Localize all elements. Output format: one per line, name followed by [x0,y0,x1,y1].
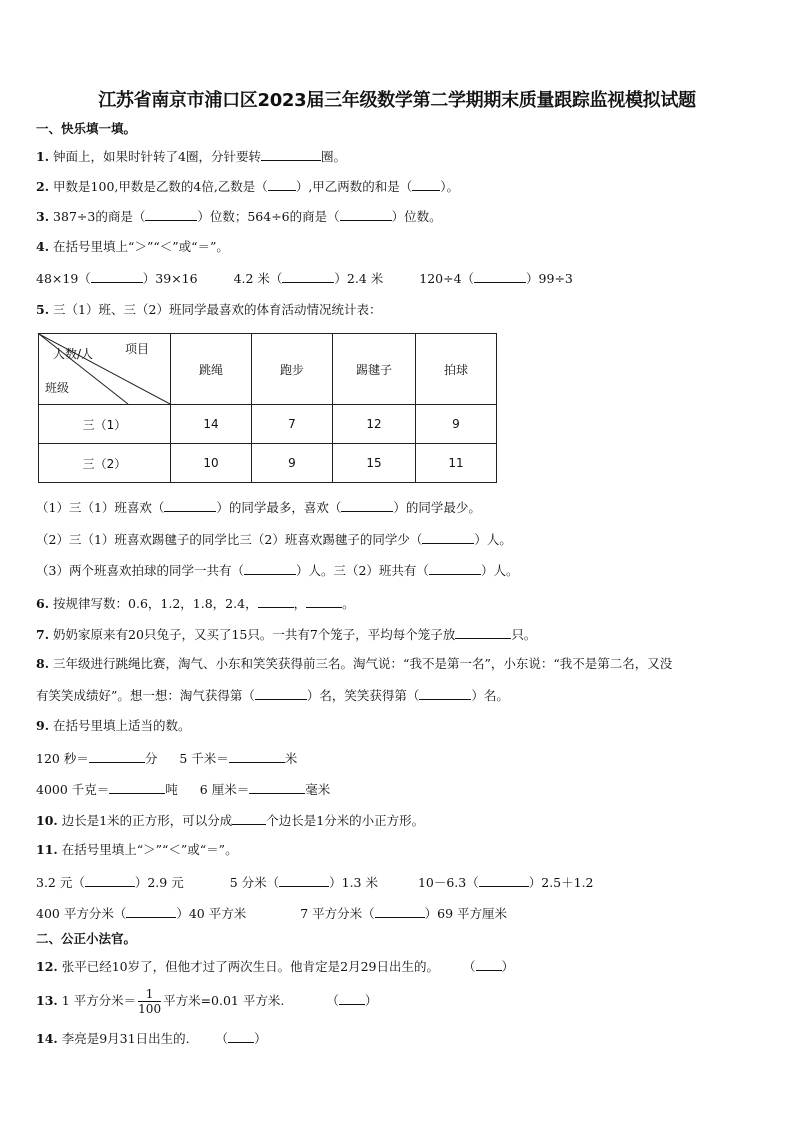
answer-blank[interactable] [422,530,474,544]
compare-left: 7 平方分米（ [300,906,375,921]
answer-blank[interactable] [419,686,471,700]
question-9 [36,717,191,735]
compare-left: 5 分米（ [229,875,280,890]
table-row [39,444,497,483]
question-number: 11. [36,842,58,857]
table-cell: 7 [252,405,333,444]
table-corner-cell [39,334,171,405]
compare-right: ）40 平方米 [176,906,247,921]
question-4-items [36,269,573,288]
answer-blank[interactable] [474,269,526,283]
question-text: 边长是1米的正方形，可以分成 [61,813,233,828]
compare-left: 400 平方分米（ [36,906,127,921]
question-number: 10. [36,813,58,828]
compare-left: 10－6.3（ [417,875,479,890]
question-number: 3. [36,209,50,224]
question-text: 387÷3的商是（ [53,209,146,224]
question-text: 吨 [165,782,178,797]
page-title: 江苏省南京市浦口区2023届三年级数学第二学期期末质量跟踪监视模拟试题 [98,90,696,111]
question-9-row-2 [36,779,330,799]
table-cell: 14 [171,405,252,444]
judge-blank[interactable] [228,1029,254,1043]
question-11 [36,841,238,859]
question-text: 钟面上，如果时针转了4圈，分针要转 [53,149,262,164]
answer-blank[interactable] [479,873,529,887]
table-header-row [39,334,497,405]
compare-right: ）2.9 元 [134,875,184,890]
question-4 [36,238,229,256]
compare-right: ）2.5＋1.2 [528,875,594,890]
compare-left: 3.2 元（ [36,875,85,890]
answer-blank[interactable] [145,207,197,221]
question-text: 在括号里填上适当的数。 [53,718,191,733]
answer-blank[interactable] [455,624,511,639]
answer-blank[interactable] [412,177,440,191]
question-number: 4. [36,239,50,254]
question-text: 米 [284,751,298,766]
question-11-row-2 [36,904,507,923]
answer-blank[interactable] [249,779,305,794]
question-text: 圈。 [321,149,347,164]
judge-paren-open: （ [462,959,476,974]
question-number: 6. [36,596,50,611]
question-text: （3）两个班喜欢拍球的同学一共有（ [36,563,244,578]
answer-blank[interactable] [85,873,135,887]
question-text: 平方米=0.01 平方米. [163,993,285,1008]
answer-blank[interactable] [109,779,165,794]
answer-blank[interactable] [279,873,329,887]
compare-left: 4.2 米（ [233,271,283,286]
compare-right: ）99÷3 [526,271,573,286]
question-text: 分 [144,751,158,766]
table-row [39,405,497,444]
answer-blank[interactable] [229,748,285,763]
answer-blank[interactable] [89,748,145,763]
table-cell: 10 [171,444,252,483]
compare-left: 48×19（ [36,271,91,286]
question-1 [36,146,346,166]
question-text: （1）三（1）班喜欢（ [36,500,165,515]
question-text: 张平已经10岁了，但他才过了两次生日。他肯定是2月29日出生的。 [61,959,440,974]
question-text: 三（1）班、三（2）班同学最喜欢的体育活动情况统计表： [53,302,382,317]
answer-blank[interactable] [91,269,143,283]
question-text: 5 千米＝ [179,751,229,766]
question-number: 5. [36,302,50,317]
table-cell: 9 [416,405,497,444]
question-text: ）的同学最多，喜欢（ [216,500,342,515]
question-5-sub-3 [36,561,518,580]
question-12 [36,957,514,976]
question-5-sub-2 [36,530,512,549]
answer-blank[interactable] [282,269,334,283]
question-text: 有笑笑成绩好”。想一想：淘气获得第（ [36,688,255,703]
question-number: 13. [36,993,58,1008]
question-text: 120 秒＝ [36,751,89,766]
question-text: 在括号里填上“＞”“＜”或“＝”。 [53,239,229,254]
judge-paren-open: （ [326,993,339,1008]
question-text: 奶奶家原来有20只兔子，又买了15只。一共有7个笼子，平均每个笼子放 [53,627,456,642]
table-cell: 15 [333,444,416,483]
question-14 [36,1029,267,1048]
corner-label-item: 项目 [125,342,150,356]
table-cell: 11 [416,444,497,483]
question-text: 。 [342,596,355,611]
question-8 [36,655,672,673]
judge-blank[interactable] [476,957,502,971]
column-header: 跳绳 [171,334,252,405]
question-text: 毫米 [305,782,331,797]
question-number: 2. [36,179,50,194]
fraction-numerator: 1 [138,987,161,1002]
question-number: 14. [36,1031,58,1046]
answer-blank[interactable] [375,904,425,918]
question-text: ）人。 [480,563,519,578]
question-text: 三年级进行跳绳比赛，淘气、小东和笑笑获得前三名。淘气说：“我不是第一名”，小东说：“我不是第二名，又没 [53,656,673,671]
question-3 [36,207,442,226]
question-text: 在括号里填上“＞”“＜”或“＝”。 [61,842,238,857]
answer-blank[interactable] [126,904,176,918]
answer-blank[interactable] [232,810,266,825]
question-text: 个边长是1分米的小正方形。 [266,813,425,828]
answer-blank[interactable] [341,498,393,512]
section-heading-2: 二、公正小法官。 [36,931,137,946]
question-text: ）位数；564÷6的商是（ [197,209,340,224]
question-text: ）,甲乙两数的和是（ [295,179,413,194]
statistics-table [38,333,497,483]
question-7 [36,624,536,644]
answer-blank[interactable] [429,561,481,575]
question-number: 8. [36,656,50,671]
question-text: 4000 千克＝ [36,782,110,797]
question-number: 7. [36,627,50,642]
answer-blank[interactable] [268,177,296,191]
question-6 [36,593,355,613]
row-label: 三（2） [39,444,171,483]
compare-right: ）1.3 米 [329,875,378,890]
judge-paren-open: （ [215,1031,229,1046]
question-10 [36,810,424,830]
answer-blank[interactable] [258,593,294,608]
question-5-sub-1 [36,498,481,517]
column-header: 跑步 [252,334,333,405]
question-text: ， [293,596,307,611]
compare-right: ）2.4 米 [334,271,384,286]
question-text: ）位数。 [391,209,442,224]
question-9-row-1 [36,748,297,768]
answer-blank[interactable] [261,146,321,161]
compare-left: 120÷4（ [419,271,475,286]
question-11-row-1 [36,873,594,892]
question-text: ）人。 [474,532,512,547]
table-cell: 9 [252,444,333,483]
answer-blank[interactable] [255,686,307,700]
fraction [138,987,161,1016]
question-number: 12. [36,959,58,974]
question-text: 6 厘米＝ [199,782,250,797]
question-text: 按规律写数：0.6，1.2，1.8，2.4， [53,596,258,611]
question-text: ）名。 [471,688,509,703]
question-number: 9. [36,718,50,733]
row-label: 三（1） [39,405,171,444]
corner-label-class: 班级 [45,381,70,395]
answer-blank[interactable] [306,593,342,608]
fraction-denominator: 100 [138,1002,162,1016]
judge-blank[interactable] [339,991,365,1005]
column-header: 踢毽子 [333,334,416,405]
question-2 [36,177,459,196]
section-heading-1: 一、快乐填一填。 [36,121,137,136]
answer-blank[interactable] [244,561,296,575]
question-text: （2）三（1）班喜欢踢毽子的同学比三（2）班喜欢踢毽子的同学少（ [36,532,423,547]
compare-right: ）39×16 [142,271,198,286]
question-text: 只。 [511,627,537,642]
question-text: 李亮是9月31日出生的. [61,1031,190,1046]
question-text: ）的同学最少。 [393,500,481,515]
answer-blank[interactable] [340,207,392,221]
question-text: 1 平方分米＝ [61,993,137,1008]
answer-blank[interactable] [164,498,216,512]
judge-paren-close: ） [364,993,378,1008]
table-cell: 12 [333,405,416,444]
judge-paren-close: ） [254,1031,267,1046]
question-5 [36,301,381,319]
question-8-continued [36,686,509,705]
column-header: 拍球 [416,334,497,405]
compare-right: ）69 平方厘米 [424,906,508,921]
corner-label-count: 人数/人 [53,347,94,361]
question-13 [36,986,377,1016]
question-text: ）名，笑笑获得第（ [306,688,420,703]
question-text: ）人。三（2）班共有（ [295,563,429,578]
judge-paren-close: ） [501,959,515,974]
question-number: 1. [36,149,50,164]
question-text: 甲数是100,甲数是乙数的4倍,乙数是（ [53,179,268,194]
question-text: ）。 [440,179,460,194]
